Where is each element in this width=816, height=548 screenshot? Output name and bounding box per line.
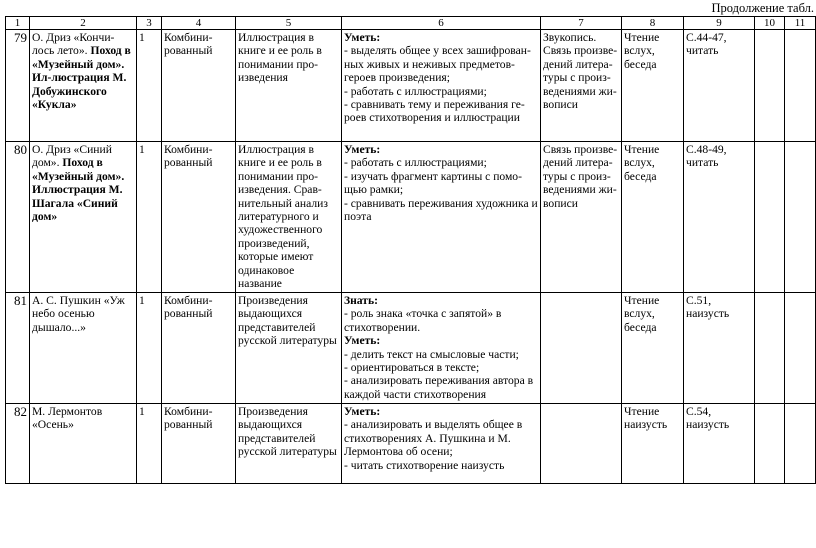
lesson-hours: 1 (137, 293, 162, 404)
empty-cell (755, 30, 785, 142)
lesson-links: Связь произве-дений литера-туры с произ-ведениями жи-вописи (541, 142, 622, 293)
column-header: 2 (30, 17, 137, 30)
lesson-activity: Чтение вслух, беседа (622, 293, 684, 404)
lesson-links (541, 293, 622, 404)
lesson-number: 81 (6, 293, 30, 404)
lesson-activity: Чтение вслух, беседа (622, 142, 684, 293)
empty-cell (785, 30, 816, 142)
empty-cell (785, 404, 816, 484)
header-row (6, 17, 816, 30)
lesson-topic: М. Лермонтов «Осень» (30, 404, 137, 484)
column-header: 3 (137, 17, 162, 30)
lesson-hours: 1 (137, 404, 162, 484)
lesson-topic: А. С. Пушкин «Уж небо осенью дышало...» (30, 293, 137, 404)
lesson-content: Произведения выдающихся представителей русской литературы (236, 293, 342, 404)
lesson-topic: О. Дриз «Синий дом». Поход в «Музейный дом». Иллюстрация М. Шагала «Синий дом» (30, 142, 137, 293)
lesson-homework: С.51, наизусть (684, 293, 755, 404)
lesson-homework: С.48-49, читать (684, 142, 755, 293)
table-row (6, 293, 816, 404)
lesson-number: 82 (6, 404, 30, 484)
lesson-skills: Уметь: - выделять общее у всех зашифрован-ных живых и неживых предметов-героев произведения; - работать с иллюстрациями; - сравнивать тему и переживания ге-роев стихотворения и иллюстрации (342, 30, 541, 142)
lesson-content: Произведения выдающихся представителей русской литературы (236, 404, 342, 484)
column-header: 8 (622, 17, 684, 30)
empty-cell (755, 404, 785, 484)
lesson-type: Комбини-рованный (162, 404, 236, 484)
lesson-homework: С.54, наизусть (684, 404, 755, 484)
column-header: 6 (342, 17, 541, 30)
column-header: 5 (236, 17, 342, 30)
column-header: 11 (785, 17, 816, 30)
lesson-hours: 1 (137, 142, 162, 293)
lesson-activity: Чтение наизусть (622, 404, 684, 484)
empty-cell (785, 142, 816, 293)
lesson-type: Комбини-рованный (162, 30, 236, 142)
lesson-content: Иллюстрация в книге и ее роль в понимании про-изведения (236, 30, 342, 142)
lesson-content: Иллюстрация в книге и ее роль в понимании про-изведения. Срав-нительный анализ литературного и художественного произведений, которые имеют одинаковое название (236, 142, 342, 293)
lesson-hours: 1 (137, 30, 162, 142)
column-header: 4 (162, 17, 236, 30)
lesson-skills: Знать: - роль знака «точка с запятой» в стихотворении. Уметь: - делить текст на смысловые части; - ориентироваться в тексте; - анализировать переживания автора в каждой части стихотворения (342, 293, 541, 404)
column-header: 10 (755, 17, 785, 30)
lesson-homework: С.44-47, читать (684, 30, 755, 142)
lesson-number: 80 (6, 142, 30, 293)
lesson-skills: Уметь: - анализировать и выделять общее в стихотворениях А. Пушкина и М. Лермонтова об осени; - читать стихотворение наизусть (342, 404, 541, 484)
empty-cell (755, 142, 785, 293)
lesson-type: Комбини-рованный (162, 142, 236, 293)
column-header: 7 (541, 17, 622, 30)
column-header: 9 (684, 17, 755, 30)
lesson-type: Комбини-рованный (162, 293, 236, 404)
column-header: 1 (6, 17, 30, 30)
empty-cell (755, 293, 785, 404)
table-row (6, 142, 816, 293)
lesson-topic: О. Дриз «Кончи-лось лето». Поход в «Музейный дом». Ил-люстрация М. Добужинского «Кукла» (30, 30, 137, 142)
lesson-links (541, 404, 622, 484)
lesson-plan-table (5, 16, 816, 484)
lesson-links: Звукопись. Связь произве-дений литера-туры с произ-ведениями жи-вописи (541, 30, 622, 142)
table-row (6, 30, 816, 142)
lesson-skills: Уметь: - работать с иллюстрациями; - изучать фрагмент картины с помо-щью рамки; - сравнивать переживания художника и поэта (342, 142, 541, 293)
table-caption: Продолжение табл. (711, 1, 814, 15)
table-row (6, 404, 816, 484)
lesson-activity: Чтение вслух, беседа (622, 30, 684, 142)
empty-cell (785, 293, 816, 404)
lesson-number: 79 (6, 30, 30, 142)
